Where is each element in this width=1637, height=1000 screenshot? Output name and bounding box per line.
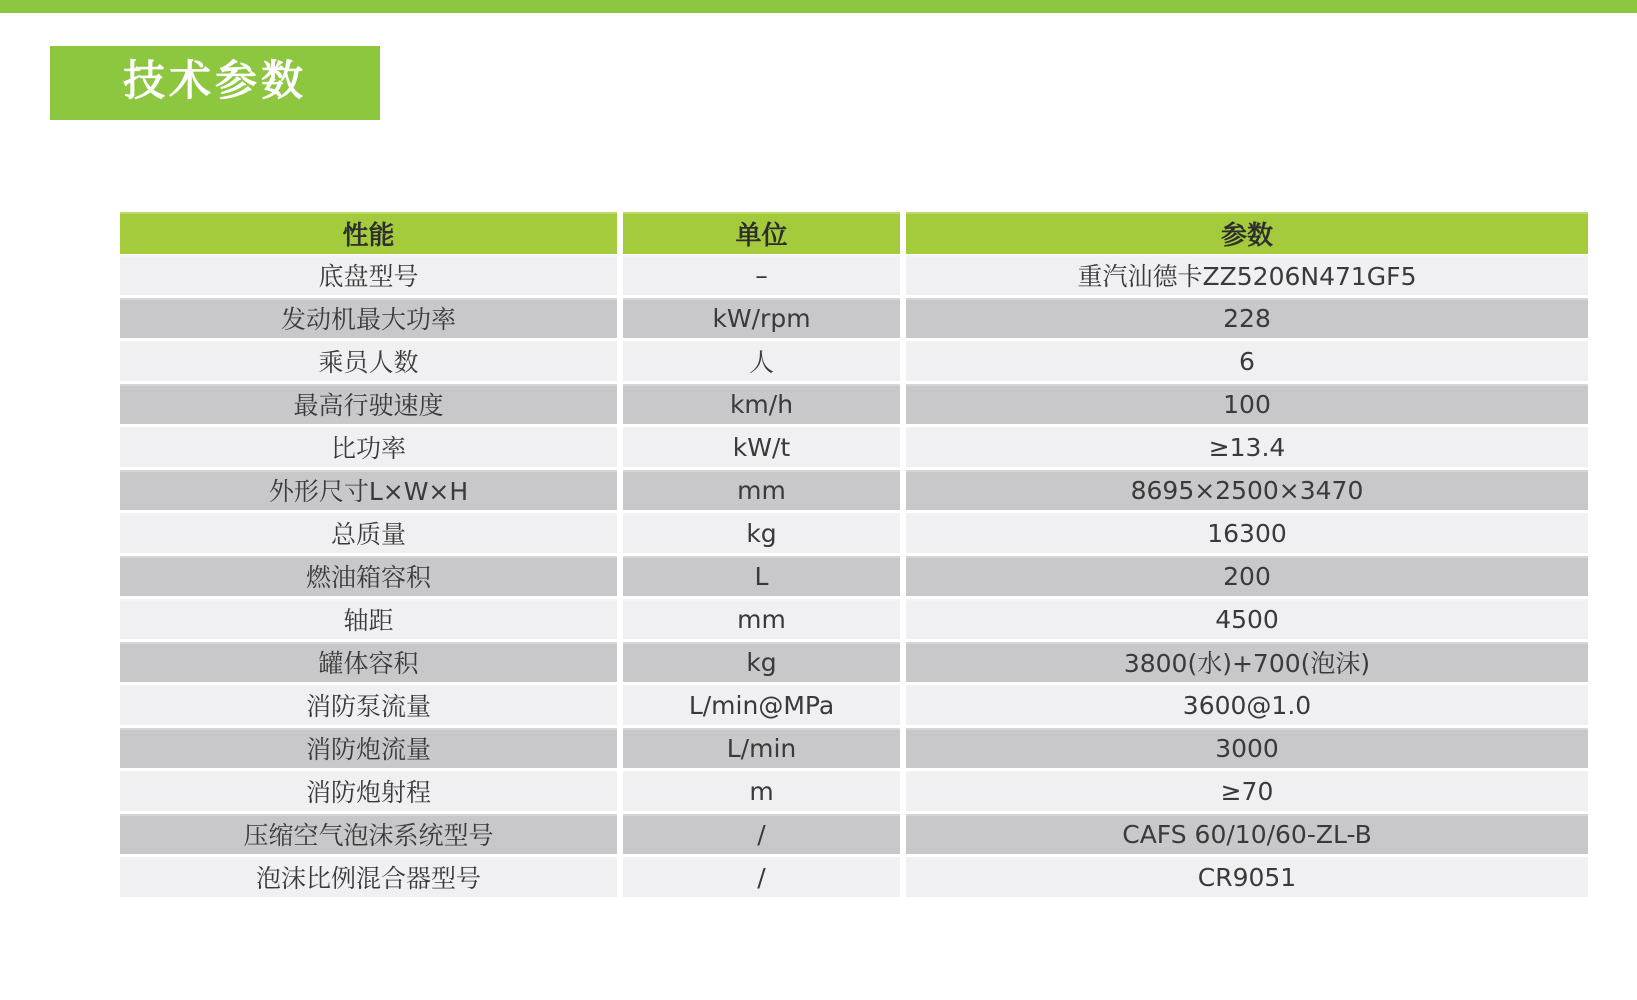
spec-name-cell: 乘员人数 [120,341,617,381]
spec-name-cell: 罐体容积 [120,642,617,682]
spec-name-cell: 轴距 [120,599,617,639]
spec-name-cell: 消防泵流量 [120,685,617,725]
top-accent-bar [0,0,1637,13]
spec-value-cell: 16300 [906,513,1588,553]
spec-table [120,212,1588,897]
spec-name-cell: 发动机最大功率 [120,298,617,338]
spec-unit-cell: mm [623,599,900,639]
spec-unit-cell: L/min@MPa [623,685,900,725]
spec-unit-cell: kg [623,642,900,682]
spec-name-cell: 消防炮射程 [120,771,617,811]
spec-value-cell: 8695×2500×3470 [906,470,1588,510]
spec-unit-cell: m [623,771,900,811]
spec-unit-cell: kW/t [623,427,900,467]
spec-unit-cell: L/min [623,728,900,768]
spec-name-cell: 泡沫比例混合器型号 [120,857,617,897]
spec-value-cell: CR9051 [906,857,1588,897]
spec-name-cell: 总质量 [120,513,617,553]
spec-name-cell: 底盘型号 [120,255,617,295]
spec-value-cell: ≥13.4 [906,427,1588,467]
spec-value-cell: 200 [906,556,1588,596]
spec-value-cell: 重汽汕德卡ZZ5206N471GF5 [906,255,1588,295]
spec-unit-cell: – [623,255,900,295]
spec-name-cell: 压缩空气泡沫系统型号 [120,814,617,854]
spec-unit-cell: 人 [623,341,900,381]
spec-unit-cell: km/h [623,384,900,424]
spec-unit-cell: kW/rpm [623,298,900,338]
spec-name-cell: 最高行驶速度 [120,384,617,424]
column-header-unit: 单位 [623,212,900,254]
spec-value-cell: 3600@1.0 [906,685,1588,725]
spec-value-cell: 3800(水)+700(泡沫) [906,642,1588,682]
column-header-performance: 性能 [120,212,617,254]
spec-name-cell: 外形尺寸L×W×H [120,470,617,510]
spec-unit-cell: mm [623,470,900,510]
spec-value-cell: 100 [906,384,1588,424]
column-header-parameter: 参数 [906,212,1588,254]
spec-unit-cell: kg [623,513,900,553]
spec-name-cell: 比功率 [120,427,617,467]
spec-value-cell: 228 [906,298,1588,338]
spec-unit-cell: / [623,857,900,897]
spec-name-cell: 燃油箱容积 [120,556,617,596]
spec-unit-cell: / [623,814,900,854]
spec-value-cell: 6 [906,341,1588,381]
section-title: 技术参数 [122,56,307,105]
spec-value-cell: 4500 [906,599,1588,639]
section-title-box [50,46,380,120]
spec-value-cell: CAFS 60/10/60-ZL-B [906,814,1588,854]
spec-name-cell: 消防炮流量 [120,728,617,768]
spec-value-cell: 3000 [906,728,1588,768]
spec-unit-cell: L [623,556,900,596]
spec-value-cell: ≥70 [906,771,1588,811]
